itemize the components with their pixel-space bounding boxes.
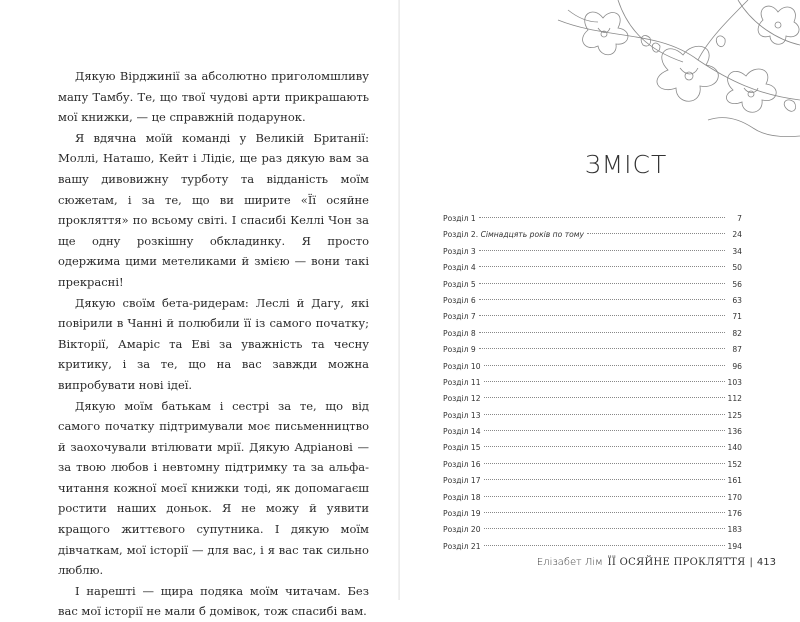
paragraph: Дякую Вірджинії за абсолютно приголомшливу мапу Тамбу. Те, що твої чудові арти прикрашають мої книжки, — це справжній подарунок. bbox=[58, 69, 369, 125]
toc-chapter-label: Розділ 14 bbox=[443, 427, 481, 437]
toc-chapter-label: Розділ 3 bbox=[443, 246, 476, 256]
toc-chapter-label: Розділ 9 bbox=[443, 345, 476, 355]
toc-page-number: 96 bbox=[732, 361, 742, 371]
running-footer bbox=[536, 556, 776, 568]
toc-leader bbox=[479, 299, 725, 300]
toc-leader bbox=[484, 545, 725, 546]
toc-page-number: 136 bbox=[727, 427, 742, 437]
acknowledgements-text bbox=[58, 66, 369, 622]
toc-leader bbox=[484, 446, 725, 447]
toc-entry[interactable] bbox=[443, 440, 742, 456]
toc-leader bbox=[479, 217, 725, 218]
toc-leader bbox=[484, 463, 725, 464]
toc-chapter-label: Розділ 21 bbox=[443, 541, 481, 551]
toc-page-number: 112 bbox=[727, 394, 742, 404]
toc-chapter-label: Розділ 19 bbox=[443, 509, 481, 519]
left-page bbox=[0, 0, 400, 619]
toc-chapter-label: Розділ 15 bbox=[443, 443, 481, 453]
toc-entry[interactable] bbox=[443, 424, 742, 440]
table-of-contents bbox=[443, 211, 742, 555]
toc-leader bbox=[479, 283, 725, 284]
footer-book-title: ЇЇ ОСЯЙНЕ ПРОКЛЯТТЯ bbox=[607, 556, 746, 568]
toc-chapter-label: Розділ 17 bbox=[443, 476, 481, 486]
toc-entry[interactable] bbox=[443, 539, 742, 555]
toc-entry[interactable] bbox=[443, 359, 742, 375]
toc-entry[interactable] bbox=[443, 522, 742, 538]
toc-leader bbox=[484, 365, 725, 366]
toc-page-number: 176 bbox=[727, 509, 742, 519]
right-page bbox=[400, 0, 800, 600]
toc-entry[interactable] bbox=[443, 211, 742, 227]
toc-chapter-label: Розділ 20 bbox=[443, 525, 481, 535]
toc-page-number: 71 bbox=[732, 312, 742, 322]
toc-leader bbox=[484, 479, 725, 480]
toc-page-number: 63 bbox=[732, 295, 742, 305]
toc-leader bbox=[484, 496, 725, 497]
toc-page-number: 82 bbox=[732, 328, 742, 338]
toc-chapter-label: Розділ 7 bbox=[443, 312, 476, 322]
toc-leader bbox=[484, 381, 725, 382]
toc-entry[interactable] bbox=[443, 342, 742, 358]
toc-page-number: 103 bbox=[727, 377, 742, 387]
toc-leader bbox=[479, 348, 725, 349]
orchid-illustration-icon bbox=[548, 0, 800, 140]
toc-entry[interactable] bbox=[443, 244, 742, 260]
toc-leader bbox=[484, 397, 725, 398]
toc-entry[interactable] bbox=[443, 506, 742, 522]
toc-chapter-label: Розділ 10 bbox=[443, 361, 481, 371]
toc-chapter-label: Розділ 8 bbox=[443, 328, 476, 338]
toc-entry[interactable] bbox=[443, 260, 742, 276]
toc-leader bbox=[484, 414, 725, 415]
toc-entry[interactable] bbox=[443, 457, 742, 473]
toc-entry[interactable] bbox=[443, 490, 742, 506]
toc-entry[interactable] bbox=[443, 293, 742, 309]
toc-page-number: 34 bbox=[732, 246, 742, 256]
paragraph: І нарешті — щира подяка моїм читачам. Без вас мої історії не мали б домівок, тож спасибі вам. bbox=[58, 583, 369, 619]
toc-entry[interactable] bbox=[443, 277, 742, 293]
paragraph: Я вдячна моїй команді у Великій Британії: Моллі, Наташо, Кейт і Лідіє, ще раз дякую вам за вашу дивовижну турботу та відданість моїм сюжетам, і за те, що ви ширите «Її осяйне прокляття» по всьому світі. І спасибі Келлі Чон за ще одну розкішну обкладинку. Я просто одержима цими метеликами й змією — вони такі прекрасні! bbox=[58, 130, 369, 289]
footer-separator: | bbox=[749, 556, 753, 568]
toc-title: ЗМІСТ bbox=[584, 150, 668, 179]
toc-page-number: 24 bbox=[732, 230, 742, 240]
toc-page-number: 56 bbox=[732, 279, 742, 289]
toc-chapter-label: Розділ 1 bbox=[443, 214, 476, 223]
toc-page-number: 161 bbox=[727, 476, 742, 486]
toc-page-number: 194 bbox=[727, 541, 742, 551]
toc-leader bbox=[479, 315, 725, 316]
toc-leader bbox=[484, 528, 725, 529]
toc-leader bbox=[484, 512, 725, 513]
toc-chapter-label: Розділ 18 bbox=[443, 492, 481, 502]
toc-page-number: 50 bbox=[732, 263, 742, 273]
toc-entry[interactable] bbox=[443, 408, 742, 424]
page-number: 413 bbox=[756, 556, 776, 568]
footer-author: Елізабет Лім bbox=[536, 556, 603, 568]
paragraph: Дякую моїм батькам і сестрі за те, що від самого початку підтримували моє письменництво й заохочували втілювати мрії. Дякую Адріанові — за твою любов і невтомну підтримку та за альфа-читання кожної моєї книжки тоді, як допомагаєш ростити наших доньок. Я не можу й уявити кращого життєвого супутника. І дякую моїм дівчаткам, мої історії — для вас, і я вас так сильно люблю. bbox=[58, 398, 369, 578]
toc-leader bbox=[484, 430, 725, 431]
toc-entry[interactable] bbox=[443, 309, 742, 325]
toc-page-number: 152 bbox=[727, 459, 742, 469]
toc-chapter-label: Розділ 2. Сімнадцять років по тому bbox=[443, 230, 584, 240]
toc-page-number: 170 bbox=[727, 492, 742, 502]
toc-entry[interactable] bbox=[443, 473, 742, 489]
toc-chapter-label: Розділ 4 bbox=[443, 263, 476, 273]
toc-entry[interactable] bbox=[443, 375, 742, 391]
toc-chapter-subtitle: Сімнадцять років по тому bbox=[480, 230, 584, 240]
toc-chapter-label: Розділ 5 bbox=[443, 279, 476, 289]
toc-chapter-label: Розділ 13 bbox=[443, 410, 481, 420]
toc-page-number: 7 bbox=[737, 214, 742, 223]
toc-entry[interactable] bbox=[443, 326, 742, 342]
toc-page-number: 140 bbox=[727, 443, 742, 453]
toc-leader bbox=[479, 250, 725, 251]
toc-page-number: 87 bbox=[732, 345, 742, 355]
toc-chapter-label: Розділ 12 bbox=[443, 394, 481, 404]
toc-page-number: 183 bbox=[727, 525, 742, 535]
toc-leader bbox=[479, 332, 725, 333]
toc-chapter-label: Розділ 11 bbox=[443, 377, 481, 387]
toc-page-number: 125 bbox=[727, 410, 742, 420]
toc-entry[interactable] bbox=[443, 391, 742, 407]
toc-chapter-label: Розділ 16 bbox=[443, 459, 481, 469]
toc-leader bbox=[479, 266, 725, 267]
paragraph: Дякую своїм бета-ридерам: Леслі й Дагу, які повірили в Чанні й полюбили її із самого початку; Вікторії, Амаріс та Еві за уважність та чесну критику, і за те, що на вас завжди можна випробувати нові ідеї. bbox=[58, 295, 369, 392]
toc-entry[interactable] bbox=[443, 227, 742, 243]
toc-leader bbox=[587, 233, 725, 234]
toc-chapter-label: Розділ 6 bbox=[443, 295, 476, 305]
